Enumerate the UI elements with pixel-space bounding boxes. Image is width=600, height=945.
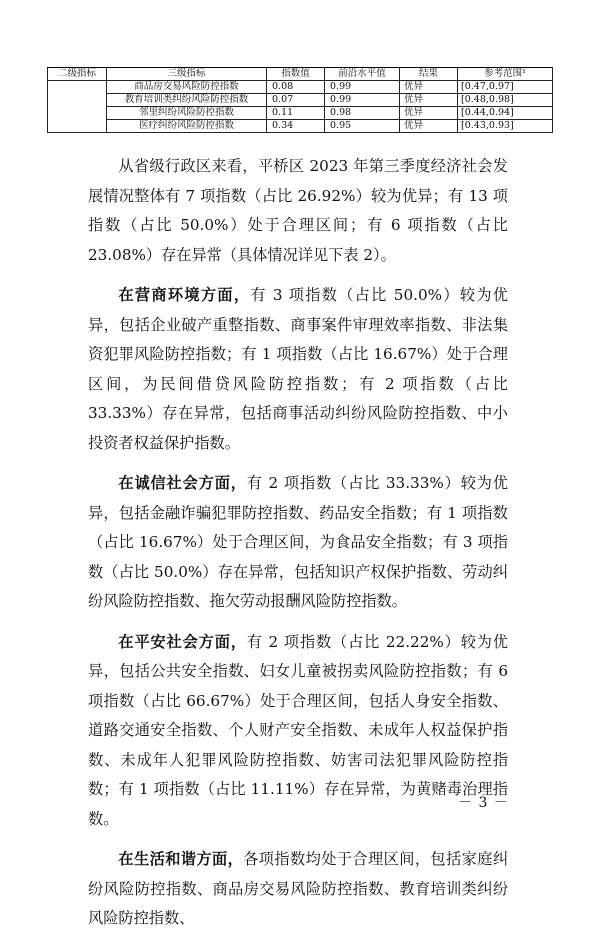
header-value: 指数值 (267, 68, 325, 81)
paragraph-text: 有 2 项指数（占比 33.33%）较为优异，包括金融诈骗犯罪防控指数、药品安全指数；有 1 项指数（占比 16.67%）处于合理区间，为食品安全指数；有 3 项指数（占比 50.0%）存在异常，包括知识产权保护指数、劳动纠纷风险防控指数、拖欠劳动报酬风险防控指数。 (88, 474, 508, 610)
header-frontier: 前沿水平值 (325, 68, 400, 81)
header-level3: 三级指标 (107, 68, 267, 81)
cell-range: [0.44,0.94] (458, 107, 553, 120)
table-row (48, 81, 553, 94)
paragraph-credit-society (88, 469, 508, 617)
cell-result: 优异 (400, 107, 458, 120)
paragraph-lead: 在营商环境方面， (118, 286, 251, 304)
header-result: 结果 (400, 68, 458, 81)
cell-level2 (48, 81, 107, 94)
cell-range: [0.48,0.98] (458, 94, 553, 107)
table-row (48, 120, 553, 133)
paragraph-text: 有 2 项指数（占比 22.22%）较为优异，包括公共安全指数、妇女儿童被拐卖风险防控指数；有 6 项指数（占比 66.67%）处于合理区间，包括人身安全指数、道路交通安全指数、个人财产安全指数、未成年人权益保护指数、未成年人犯罪风险防控指数、妨害司法犯罪风险防控指数；有 1 项指数（占比 11.11%）存在异常，为黄赌毒治理指数。 (88, 632, 508, 828)
cell-name: 邻里纠纷风险防控指数 (107, 107, 267, 120)
cell-frontier: 0.99 (325, 94, 400, 107)
paragraph-safe-society (88, 628, 508, 835)
paragraph-text: 有 3 项指数（占比 50.0%）较为优异，包括企业破产重整指数、商事案件审理效率指数、非法集资犯罪风险防控指数；有 1 项指数（占比 16.67%）处于合理区间，为民间借贷风险防控指数；有 2 项指数（占比 33.33%）存在异常，包括商事活动纠纷风险防控指数、中小投资者权益保护指数。 (88, 286, 508, 452)
index-table-wrapper (47, 67, 552, 133)
page-number: － 3 － (458, 795, 509, 811)
paragraph-harmonious-life (88, 845, 508, 934)
cell-name: 医疗纠纷风险防控指数 (107, 120, 267, 133)
paragraph-lead: 在生活和谐方面， (118, 850, 244, 868)
cell-name: 教育培训类纠纷风险防控指数 (107, 94, 267, 107)
cell-value: 0.08 (267, 81, 325, 94)
paragraph-text: 从省级行政区来看，平桥区 2023 年第三季度经济社会发展情况整体有 7 项指数（占比 26.92%）较为优异；有 13 项指数（占比 50.0%）处于合理区间；有 6 项指数（占比 23.08%）存在异常（具体情况详见下表 2）。 (88, 157, 508, 264)
cell-level2 (48, 94, 107, 107)
paragraph-overview (88, 152, 508, 270)
paragraph-lead: 在诚信社会方面， (118, 474, 247, 492)
paragraph-lead: 在平安社会方面， (118, 632, 247, 651)
paragraph-business-environment (88, 281, 508, 458)
header-level2: 二级指标 (48, 68, 107, 81)
cell-frontier: 0.95 (325, 120, 400, 133)
table-row (48, 107, 553, 120)
cell-result: 优异 (400, 81, 458, 94)
cell-range: [0.43,0.93] (458, 120, 553, 133)
cell-level2 (48, 120, 107, 133)
cell-result: 优异 (400, 120, 458, 133)
cell-frontier: 0.99 (325, 81, 400, 94)
cell-result: 优异 (400, 94, 458, 107)
cell-name: 商品房交易风险防控指数 (107, 81, 267, 94)
table-header-row (48, 68, 553, 81)
cell-value: 0.07 (267, 94, 325, 107)
cell-range: [0.47,0.97] (458, 81, 553, 94)
body-text (88, 152, 508, 945)
cell-level2 (48, 107, 107, 120)
table-row (48, 94, 553, 107)
cell-frontier: 0.98 (325, 107, 400, 120)
index-table (47, 67, 553, 133)
cell-value: 0.34 (267, 120, 325, 133)
paragraph-text: 各项指数均处于合理区间，包括家庭纠纷风险防控指数、商品房交易风险防控指数、教育培训类纠纷风险防控指数、 (88, 850, 509, 927)
cell-value: 0.11 (267, 107, 325, 120)
header-range: 参考范围¹ (458, 68, 553, 81)
